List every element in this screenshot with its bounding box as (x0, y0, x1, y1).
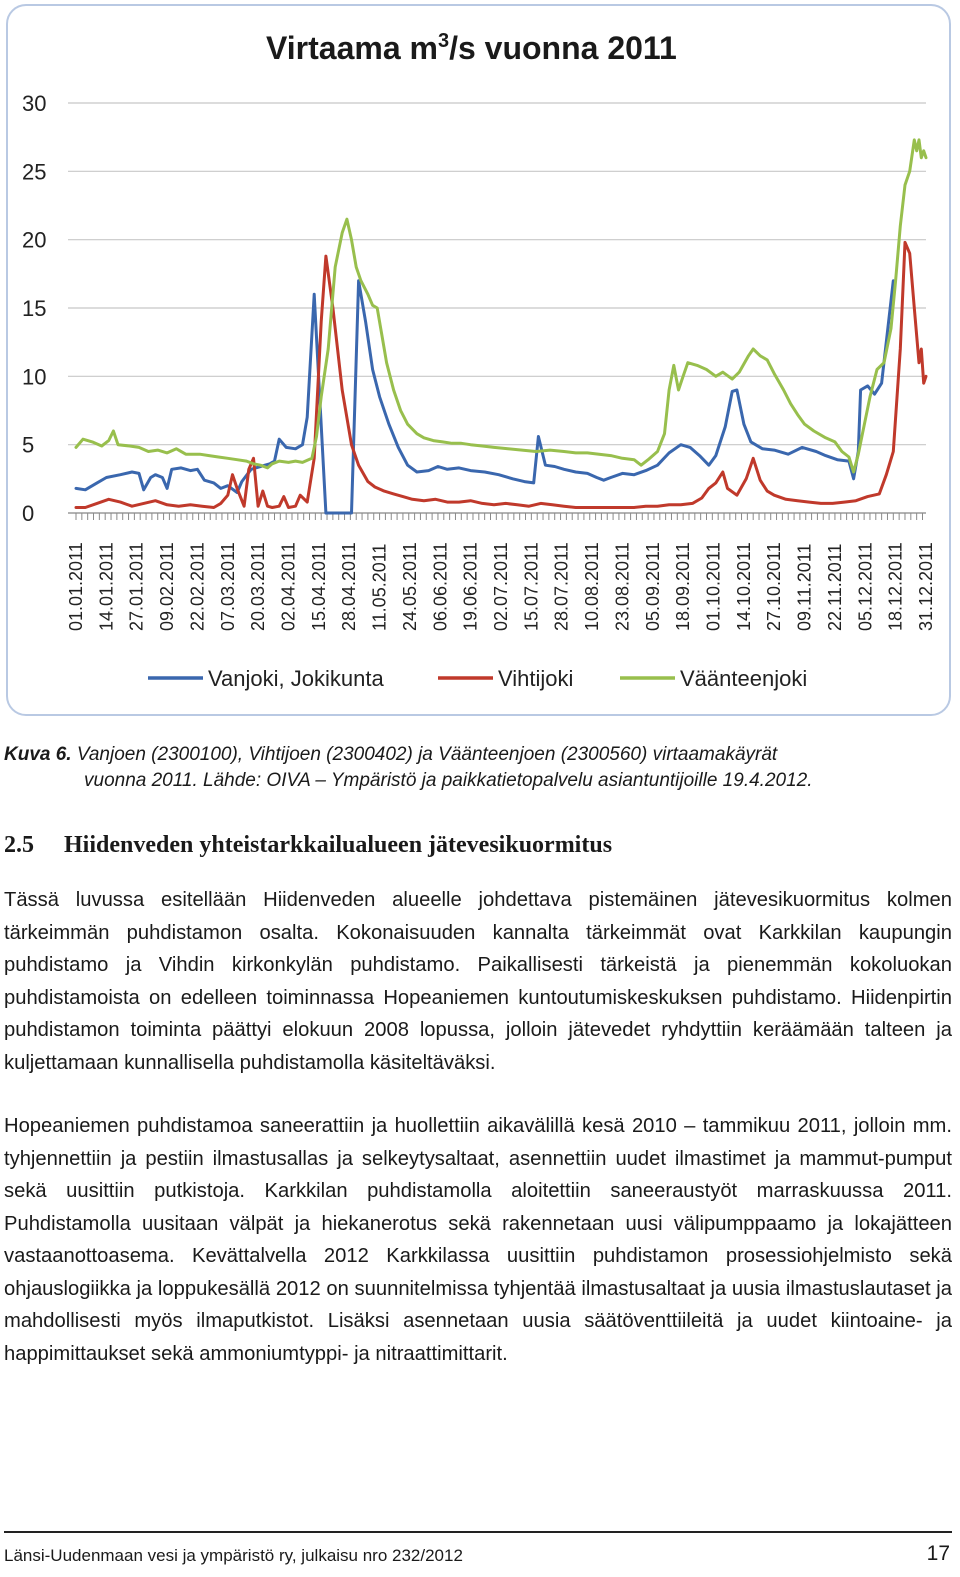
x-tick-label: 05.09.2011 (642, 542, 663, 631)
grid-lines (68, 103, 926, 513)
y-tick-label: 20 (22, 227, 47, 253)
y-tick-label: 5 (22, 432, 35, 458)
series-lines (76, 140, 926, 513)
x-tick-label: 18.12.2011 (885, 542, 906, 631)
x-tick-label: 07.03.2011 (217, 542, 238, 631)
x-tick-label: 24.05.2011 (399, 542, 420, 631)
series-line-vihtijoki (76, 242, 926, 507)
x-tick-label: 28.04.2011 (339, 542, 360, 631)
x-axis-ticks (66, 542, 936, 631)
y-axis-ticks (22, 91, 46, 526)
legend-label: Vihtijoki (498, 666, 574, 691)
x-tick-label: 23.08.2011 (612, 542, 633, 631)
y-tick-label: 25 (22, 159, 47, 185)
x-tick-label: 15.04.2011 (308, 542, 329, 631)
x-axis-minor-ticks (76, 513, 922, 520)
section-heading (4, 832, 612, 859)
x-tick-label: 05.12.2011 (855, 542, 876, 631)
x-tick-label: 01.10.2011 (703, 542, 724, 631)
paragraph: Hopeaniemen puhdistamoa saneerattiin ja huollettiin aikavälillä kesä 2010 – tammikuu 2011, jolloin mm. tyhjennettiin ja pestiin ilmastusallas ja selkeytysaltaat, asennettiin uudet ilmastimet ja mammut-pumput sekä uusittiin putkistoja. Karkkilan puhdistamolla aloitettiin saneeraustyöt marraskuussa 2011. Puhdistamolla uusitaan välpät ja hiekanerotus sekä rakennetaan uusi välipumppaamo ja lokajätteen vastaanottoasema. Kevättalvella 2012 Karkkilassa uusittiin puhdistamon prosessiohjelmisto sekä ohjauslogiikka ja loppukesällä 2012 on suunnitelmissa tyhjentää ilmastusaltaat ja uusia ilmastuslautaset ja mahdollisesti myös ilmaputkistot. Lisäksi asennetaan uusia säätöventtiileitä ja uudet kiintoaine- ja happimittaukset sekä ammoniumtyppi- ja nitraattimittarit. (4, 1115, 952, 1365)
section-title: Hiidenveden yhteistarkkailualueen jätevesikuormitus (64, 832, 613, 858)
x-tick-label: 22.02.2011 (187, 542, 208, 631)
footer-divider (4, 1531, 952, 1533)
x-tick-label: 14.10.2011 (733, 542, 754, 631)
caption-label: Kuva 6. (4, 744, 72, 765)
x-tick-label: 02.07.2011 (491, 542, 511, 631)
section-number: 2.5 (4, 832, 34, 858)
x-tick-label: 18.09.2011 (673, 542, 694, 631)
x-tick-label: 09.11.2011 (794, 543, 815, 631)
paragraph: Tässä luvussa esitellään Hiidenveden alueelle johdettava pistemäinen jätevesikuormitus kolmen tärkeimmän puhdistamon osalta. Kokonaisuuden kannalta tärkeimmät ovat Karkkilan kaupungin puhdistamo ja Vihdin kirkonkylän puhdistamo. Paikallisesti tärkeistä ja pienemmän kokoluokan puhdistamoista on edelleen toiminnassa Hopeaniemen kuntoutumiskeskuksen puhdistamo. Hiidenpirtin puhdistamon toiminta päättyi elokuun 2008 lopussa, jolloin jätevedet ryhdyttiin keräämään talteen ja kuljettamaan kunnallisella puhdistamolla käsiteltäväksi. (4, 889, 952, 1074)
x-tick-label: 06.06.2011 (430, 542, 451, 631)
x-tick-label: 19.06.2011 (460, 542, 481, 631)
y-tick-label: 15 (22, 296, 47, 321)
x-tick-label: 09.02.2011 (157, 542, 178, 631)
chart-title: Virtaama $m^3/s$ vuonna 2011 (266, 30, 677, 66)
y-tick-label: 0 (22, 501, 35, 526)
x-tick-label: 27.10.2011 (764, 542, 785, 631)
x-tick-label: 10.08.2011 (582, 542, 603, 631)
flow-chart (8, 6, 953, 718)
x-tick-label: 28.07.2011 (551, 542, 572, 631)
x-tick-label: 02.04.2011 (278, 542, 299, 631)
page-number: 17 (926, 1542, 950, 1565)
caption-line-1: Vanjoen (2300100), Vihtijoen (2300402) ja Väänteenjoen (2300560) virtaamakäyrät (76, 744, 778, 765)
x-tick-label: 27.01.2011 (126, 542, 147, 631)
legend-label: Vanjoki, Jokikunta (208, 666, 384, 691)
x-tick-label: 31.12.2011 (916, 542, 936, 631)
figure-caption (4, 742, 934, 794)
chart-frame (6, 4, 951, 716)
y-tick-label: 30 (22, 91, 47, 116)
x-tick-label: 15.07.2011 (521, 542, 542, 631)
x-tick-label: 11.05.2011 (369, 543, 390, 631)
x-tick-label: 20.03.2011 (248, 542, 269, 631)
series-line-väänteenjoki (76, 140, 926, 472)
x-tick-label: 01.01.2011 (66, 542, 86, 631)
legend-label: Väänteenjoki (680, 666, 808, 691)
y-tick-label: 10 (22, 364, 47, 390)
footer-publication: Länsi-Uudenmaan vesi ja ympäristö ry, julkaisu nro 232/2012 (4, 1546, 463, 1565)
x-tick-label: 14.01.2011 (96, 542, 117, 631)
caption-line-2: vuonna 2011. Lähde: OIVA – Ympäristö ja paikkatietopalvelu asiantuntijoille 19.4.2012. (84, 770, 813, 791)
x-tick-label: 22.11.2011 (824, 543, 845, 631)
series-line-vanjoki-jokikunta (76, 281, 893, 513)
legend (148, 666, 807, 691)
